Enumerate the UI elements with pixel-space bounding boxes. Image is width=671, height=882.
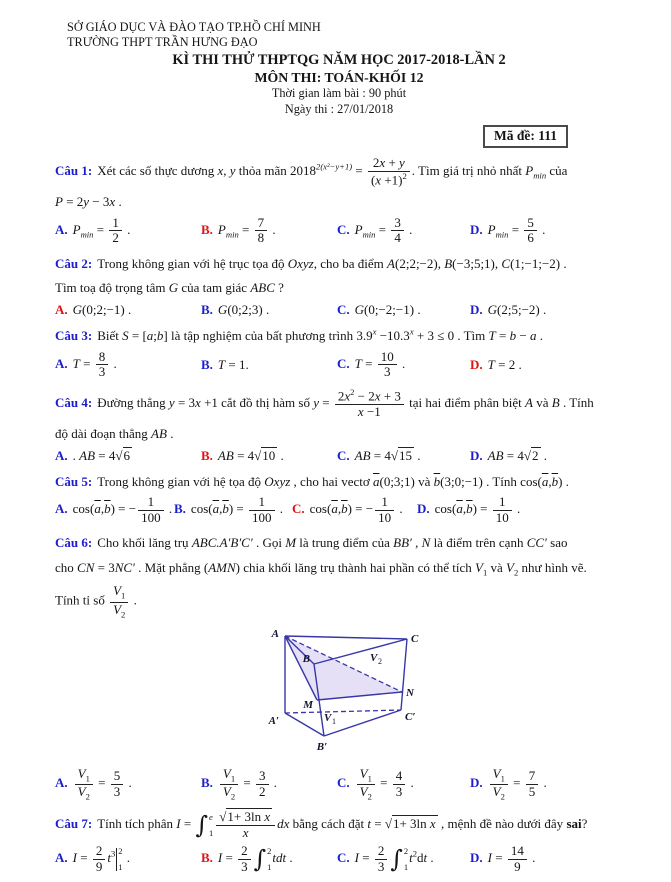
answer-option-d xyxy=(470,844,623,874)
question-2-line-2: Tìm toạ độ trọng tâm G của tam giác ABC ? xyxy=(55,280,284,296)
question-5-label: Câu 5: xyxy=(55,473,93,489)
answer-text: AB = 4√2 . xyxy=(487,447,548,463)
question-2-label: Câu 2: xyxy=(55,255,93,271)
department-name: SỞ GIÁO DỤC VÀ ĐÀO TẠO TP.HỒ CHÍ MINH xyxy=(67,20,321,34)
question-5-statement xyxy=(55,472,623,492)
answer-text: $\cos(\overline{a},\overline{b})$ = − $\frac{1}{10}$ . xyxy=(309,494,403,525)
school-name: TRƯỜNG THPT TRẦN HƯNG ĐẠO xyxy=(67,35,258,49)
answer-text: T = $\frac{8}{3}$ . xyxy=(72,348,117,380)
answer-option-a xyxy=(55,302,201,318)
edge-a1-b1 xyxy=(285,713,324,736)
answer-option-b xyxy=(201,767,337,802)
answer-letter: B. xyxy=(201,775,213,791)
prism-figure xyxy=(248,624,463,763)
question-7 xyxy=(55,810,623,874)
answer-text: . AB = 4√6 xyxy=(72,447,131,463)
question-1-statement xyxy=(55,156,623,187)
question-6-label: Câu 6: xyxy=(55,535,93,551)
answer-text: I = $\frac{2}{9}$ $t^3$ 2 1 . xyxy=(72,843,130,874)
question-1-answers xyxy=(55,216,623,246)
question-6 xyxy=(55,533,623,802)
answer-option-c xyxy=(337,350,470,380)
answer-letter: B. xyxy=(201,356,213,372)
answer-letter: D. xyxy=(470,301,483,317)
answer-text: G(0;−2;−1) . xyxy=(354,301,421,317)
question-1-line-2: P = 2y − 3x . xyxy=(55,194,122,210)
answer-text: I = $\frac{2}{3}$ ∫ 2 1 tdt . xyxy=(217,843,293,874)
question-7-answers xyxy=(55,844,623,874)
answer-letter: B. xyxy=(201,221,213,237)
question-2 xyxy=(55,254,623,318)
answer-letter: C. xyxy=(337,775,350,791)
answer-option-b xyxy=(201,448,337,464)
answer-text: $\frac{V_1}{V_2}$ = $\frac{4}{3}$ . xyxy=(355,775,414,790)
question-4 xyxy=(55,388,623,464)
answer-option-d xyxy=(470,448,623,464)
question-5-answers xyxy=(55,495,623,525)
answer-text: G(0;2;3) . xyxy=(217,301,270,317)
answer-option-c xyxy=(337,302,470,318)
answer-option-a xyxy=(55,495,174,525)
answer-text: $\frac{V_1}{V_2}$ = $\frac{5}{3}$ . xyxy=(73,775,132,790)
answer-letter: A. xyxy=(55,501,68,517)
answer-letter: D. xyxy=(470,775,483,791)
answer-text: $P_{min}$ = $\frac{5}{6}$ . xyxy=(487,214,546,246)
answer-option-a xyxy=(55,448,201,464)
volume-label-v2-sub: 2 xyxy=(378,656,382,666)
question-2-text: Trong không gian với hệ trục tọa độ Oxyz, cho ba điểm A(2;2;−2), B(−3;5;1), C(1;−1;−2) . xyxy=(97,255,567,271)
vertex-label-a: A xyxy=(271,627,279,640)
answer-letter: D. xyxy=(470,447,483,463)
answer-option-d xyxy=(470,302,623,318)
question-7-text: Tính tích phân I = ∫ e 1 $\frac{\text{√1+ 3ln x}}{x}$ dx bằng cách đặt t = √1+ 3ln x , mệnh đề nào dưới đây sai? xyxy=(97,809,588,840)
answer-text: AB = 4√10 . xyxy=(217,447,284,463)
answer-text: $P_{min}$ = $\frac{1}{2}$ . xyxy=(72,214,131,246)
answer-text: G(2;5;−2) . xyxy=(487,301,547,317)
answer-letter: C. xyxy=(292,501,305,517)
answer-option-c xyxy=(337,216,470,246)
answer-letter: D. xyxy=(470,356,483,372)
answer-letter: A. xyxy=(55,301,68,317)
question-4-line-2: độ dài đoạn thẳng AB . xyxy=(55,426,174,442)
vertex-label-b1: B′ xyxy=(316,740,328,753)
answer-text: $\cos(\overline{a},\overline{b})$ = − $\frac{1}{100}$ . xyxy=(72,494,173,525)
answer-option-d xyxy=(470,216,623,246)
exam-title: KÌ THI THỬ THPTQG NĂM HỌC 2017-2018-LẦN 2 xyxy=(172,52,506,68)
answer-option-a xyxy=(55,844,201,874)
answer-text: I = $\frac{2}{3}$ ∫ 2 1 $t^2dt$ . xyxy=(354,843,434,874)
answer-option-b xyxy=(201,844,337,874)
vertex-label-m: M xyxy=(303,698,313,711)
question-4-statement xyxy=(55,388,623,419)
question-3 xyxy=(55,326,623,380)
answer-letter: B. xyxy=(201,850,213,866)
answer-option-b xyxy=(201,302,337,318)
question-6-text: Cho khối lăng trụ ABC.A′B′C′ . Gọi M là trung điểm của BB′ , N là điểm trên cạnh CC′ sao xyxy=(97,535,568,551)
answer-letter: A. xyxy=(55,355,68,371)
volume-label-v2: V xyxy=(370,651,378,664)
vertex-label-a1: A′ xyxy=(268,714,279,727)
answer-option-c xyxy=(337,767,470,802)
exam-date: Ngày thi : 27/01/2018 xyxy=(284,101,394,116)
answer-text: $\frac{V_1}{V_2}$ = $\frac{3}{2}$ . xyxy=(218,775,277,790)
answer-text: T = 2 . xyxy=(487,356,522,372)
answer-option-b xyxy=(201,357,337,373)
question-2-statement xyxy=(55,254,623,274)
question-7-label: Câu 7: xyxy=(55,816,93,832)
volume-label-v1: V xyxy=(324,711,332,724)
exam-subject: MÔN THI: TOÁN-KHỐI 12 xyxy=(254,70,424,85)
question-6-statement xyxy=(55,533,623,553)
prism-diagram xyxy=(248,624,463,759)
answer-text: AB = 4√15 . xyxy=(354,447,421,463)
vertex-label-c: C xyxy=(411,632,419,645)
question-6-line-3: Tính tỉ số $\frac{V_1}{V_2}$ . xyxy=(55,583,137,620)
question-3-statement xyxy=(55,326,623,346)
answer-letter: C. xyxy=(337,850,350,866)
answer-text: $\frac{V_1}{V_2}$ = $\frac{7}{5}$ . xyxy=(488,775,547,790)
answer-option-c xyxy=(292,495,417,525)
exam-duration: Thời gian làm bài : 90 phút xyxy=(271,86,407,101)
answer-letter: C. xyxy=(337,355,350,371)
answer-option-b xyxy=(174,495,292,525)
answer-letter: D. xyxy=(470,850,483,866)
answer-text: $\cos(\overline{a},\overline{b})$ = $\frac{1}{100}$ . xyxy=(190,494,284,525)
vertex-label-n: N xyxy=(406,686,414,699)
vertex-label-b: B xyxy=(302,652,310,665)
answer-letter: C. xyxy=(337,221,350,237)
answer-option-a xyxy=(55,767,201,802)
question-5-text: Trong không gian với hệ tọa độ Oxyz , cho hai vectơ $\overline{a}(0;3;1)$ và $\overline{b}(3;0;-1)$ . Tính $\cos(\overline{a},\overline{b})$ . xyxy=(97,473,569,489)
answer-letter: B. xyxy=(174,501,186,517)
answer-option-d xyxy=(417,495,623,525)
question-7-statement xyxy=(55,810,623,840)
question-6-line-2: cho CN = 3NC′ . Mặt phẳng (AMN) chia khối lăng trụ thành hai phần có thể tích $V_1$ và $V_2$ như hình vẽ. xyxy=(55,559,587,578)
answer-text: $\cos(\overline{a},\overline{b})$ = $\frac{1}{10}$ . xyxy=(434,494,521,525)
question-4-label: Câu 4: xyxy=(55,394,93,410)
question-3-label: Câu 3: xyxy=(55,328,93,344)
answer-option-c xyxy=(337,448,470,464)
answer-letter: A. xyxy=(55,775,68,791)
edge-b-c xyxy=(314,639,407,664)
answer-option-d xyxy=(470,357,623,373)
question-1-text: Xét các số thực dương x, y thỏa mãn $2018^{2(x^2-y+1)}$ = $\frac{2x + y}{(x +1)^2}$ . Tìm giá trị nhỏ nhất $P_{min}$ của xyxy=(97,154,568,187)
answer-option-b xyxy=(201,216,337,246)
answer-option-c xyxy=(337,844,470,874)
question-2-answers xyxy=(55,302,623,318)
answer-text: I = $\frac{14}{9}$ . xyxy=(487,843,536,874)
question-1-label: Câu 1: xyxy=(55,162,93,178)
edge-c-c1 xyxy=(401,639,407,710)
exam-header-left xyxy=(67,20,623,50)
question-4-text: Đường thẳng y = 3x +1 cắt đồ thị hàm số y = $\frac{2x^2 - 2x + 3}{x -1}$ tại hai điểm phân biệt A và B . Tính xyxy=(97,386,594,419)
volume-label-v1-sub: 1 xyxy=(332,716,336,726)
answer-option-a xyxy=(55,350,201,380)
answer-letter: C. xyxy=(337,301,350,317)
answer-letter: D. xyxy=(470,221,483,237)
question-6-answers xyxy=(55,767,623,802)
question-3-text: Biết S = [a;b] là tập nghiệm của bất phương trình $3.9^x -10.3^x + 3 \le 0$ . Tìm T = b − a . xyxy=(97,326,543,344)
exam-code-wrap xyxy=(55,125,623,148)
question-1 xyxy=(55,156,623,246)
answer-letter: A. xyxy=(55,850,68,866)
question-3-answers xyxy=(55,350,623,380)
answer-text: $P_{min}$ = $\frac{3}{4}$ . xyxy=(354,214,413,246)
exam-code-box: Mã đề: 111 xyxy=(483,125,568,148)
answer-letter: B. xyxy=(201,447,213,463)
question-5 xyxy=(55,472,623,526)
answer-letter: B. xyxy=(201,301,213,317)
answer-letter: C. xyxy=(337,447,350,463)
answer-letter: D. xyxy=(417,501,430,517)
answer-option-a xyxy=(55,216,201,246)
vertex-label-c1: C′ xyxy=(405,710,416,723)
answer-text: $P_{min}$ = $\frac{7}{8}$ . xyxy=(217,214,276,246)
answer-text: T = 1. xyxy=(217,356,249,372)
question-4-answers xyxy=(55,448,623,464)
answer-text: G(0;2;−1) . xyxy=(72,301,132,317)
answer-letter: A. xyxy=(55,221,68,237)
answer-option-d xyxy=(470,767,623,802)
answer-letter: A. xyxy=(55,447,68,463)
answer-text: T = $\frac{10}{3}$ . xyxy=(354,348,406,380)
exam-header-center xyxy=(55,51,623,117)
edge-a-c xyxy=(285,636,407,639)
